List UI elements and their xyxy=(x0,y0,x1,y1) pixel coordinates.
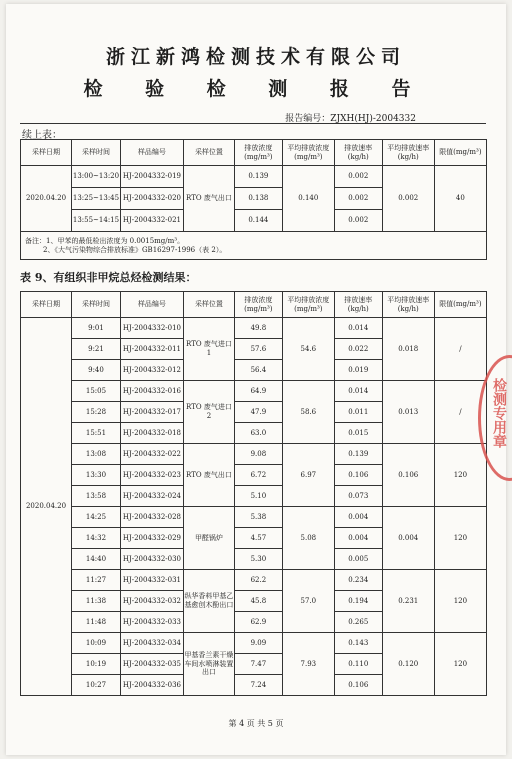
rate-cell: 0.073 xyxy=(334,486,382,507)
table-row xyxy=(21,444,487,465)
sample-id-cell: HJ-2004332-012 xyxy=(120,360,183,381)
location-cell: RTO 废气出口 xyxy=(183,166,234,232)
time-cell: 13:25~13:45 xyxy=(72,188,121,210)
avg-conc-cell: 54.6 xyxy=(282,318,334,381)
location-cell: 甲醛锅炉 xyxy=(183,507,234,570)
sample-id-cell: HJ-2004332-023 xyxy=(120,465,183,486)
table-row xyxy=(21,381,487,402)
table-row xyxy=(21,318,487,339)
header-cell: 采样日期 xyxy=(21,140,72,166)
table-header-row xyxy=(21,140,487,166)
location-cell: RTO 废气进口 1 xyxy=(183,318,234,381)
location-cell: 甲基香兰素干燥车间水喷淋装置出口 xyxy=(183,633,234,696)
rate-cell: 0.019 xyxy=(334,360,382,381)
conc-cell: 63.0 xyxy=(234,423,282,444)
header-cell: 平均排放速率(kg/h) xyxy=(382,140,434,166)
sample-id-cell: HJ-2004332-030 xyxy=(120,549,183,570)
sample-id-cell: HJ-2004332-028 xyxy=(120,507,183,528)
rate-cell: 0.002 xyxy=(334,188,382,210)
rate-cell: 0.022 xyxy=(334,339,382,360)
sample-id-cell: HJ-2004332-011 xyxy=(120,339,183,360)
limit-cell: 120 xyxy=(434,444,486,507)
rate-cell: 0.110 xyxy=(334,654,382,675)
header-cell: 平均排放浓度(mg/m³) xyxy=(282,292,334,318)
limit-cell: 120 xyxy=(434,570,486,633)
sample-id-cell: HJ-2004332-017 xyxy=(120,402,183,423)
header-rule xyxy=(20,123,486,124)
conc-cell: 62.9 xyxy=(234,612,282,633)
company-name: 浙江新鸿检测技术有限公司 xyxy=(105,46,406,68)
time-cell: 15:05 xyxy=(72,381,121,402)
time-cell: 10:27 xyxy=(72,675,121,696)
sample-id-cell: HJ-2004332-035 xyxy=(120,654,183,675)
table-toluene xyxy=(20,139,487,260)
header-cell: 采样日期 xyxy=(21,292,72,318)
avg-rate-cell: 0.106 xyxy=(382,444,434,507)
rate-cell: 0.234 xyxy=(334,570,382,591)
sample-id-cell: HJ-2004332-024 xyxy=(120,486,183,507)
page-footer: 第 4 页 共 5 页 xyxy=(228,719,284,728)
rate-cell: 0.106 xyxy=(334,675,382,696)
header-cell: 采样位置 xyxy=(183,140,234,166)
table-row xyxy=(21,507,487,528)
rate-cell: 0.002 xyxy=(334,166,382,188)
report-page xyxy=(6,4,506,755)
time-cell: 11:38 xyxy=(72,591,121,612)
location-cell: 纵华香料甲基乙基愈创木酚出口 xyxy=(183,570,234,633)
avg-conc-cell: 0.140 xyxy=(282,166,334,232)
time-cell: 9:21 xyxy=(72,339,121,360)
avg-rate-cell: 0.120 xyxy=(382,633,434,696)
conc-cell: 49.8 xyxy=(234,318,282,339)
note-row xyxy=(21,232,487,260)
conc-cell: 6.72 xyxy=(234,465,282,486)
avg-conc-cell: 7.93 xyxy=(282,633,334,696)
conc-cell: 0.144 xyxy=(234,210,282,232)
limit-cell: / xyxy=(434,381,486,444)
time-cell: 14:32 xyxy=(72,528,121,549)
header-cell: 采样时间 xyxy=(72,292,121,318)
time-cell: 14:40 xyxy=(72,549,121,570)
seal-text: 检测专用章 xyxy=(491,378,507,448)
avg-rate-cell: 0.018 xyxy=(382,318,434,381)
limit-cell: / xyxy=(434,318,486,381)
limit-cell: 120 xyxy=(434,507,486,570)
sample-id-cell: HJ-2004332-019 xyxy=(120,166,183,188)
conc-cell: 9.09 xyxy=(234,633,282,654)
header-cell: 排放浓度(mg/m³) xyxy=(234,140,282,166)
conc-cell: 64.9 xyxy=(234,381,282,402)
avg-rate-cell: 0.231 xyxy=(382,570,434,633)
conc-cell: 57.6 xyxy=(234,339,282,360)
rate-cell: 0.265 xyxy=(334,612,382,633)
header-cell: 排放浓度(mg/m³) xyxy=(234,292,282,318)
time-cell: 15:51 xyxy=(72,423,121,444)
conc-cell: 7.47 xyxy=(234,654,282,675)
sample-id-cell: HJ-2004332-029 xyxy=(120,528,183,549)
header-cell: 排放速率(kg/h) xyxy=(334,140,382,166)
rate-cell: 0.004 xyxy=(334,528,382,549)
conc-cell: 0.139 xyxy=(234,166,282,188)
time-cell: 14:25 xyxy=(72,507,121,528)
rate-cell: 0.139 xyxy=(334,444,382,465)
note-2: 2、《大气污染物综合排放标准》GB16297-1996（表 2）。 xyxy=(43,245,227,254)
conc-cell: 62.2 xyxy=(234,570,282,591)
rate-cell: 0.011 xyxy=(334,402,382,423)
time-cell: 9:40 xyxy=(72,360,121,381)
rate-cell: 0.005 xyxy=(334,549,382,570)
conc-cell: 5.10 xyxy=(234,486,282,507)
header-cell: 样品编号 xyxy=(120,140,183,166)
header-cell: 限值(mg/m³) xyxy=(434,292,486,318)
time-cell: 9:01 xyxy=(72,318,121,339)
time-cell: 11:48 xyxy=(72,612,121,633)
conc-cell: 4.57 xyxy=(234,528,282,549)
header-cell: 样品编号 xyxy=(120,292,183,318)
avg-conc-cell: 57.0 xyxy=(282,570,334,633)
time-cell: 13:58 xyxy=(72,486,121,507)
rate-cell: 0.194 xyxy=(334,591,382,612)
header-cell: 限值(mg/m³) xyxy=(434,140,486,166)
rate-cell: 0.004 xyxy=(334,507,382,528)
sample-id-cell: HJ-2004332-010 xyxy=(120,318,183,339)
rate-cell: 0.106 xyxy=(334,465,382,486)
conc-cell: 9.08 xyxy=(234,444,282,465)
avg-rate-cell: 0.013 xyxy=(382,381,434,444)
avg-rate-cell: 0.004 xyxy=(382,507,434,570)
sample-id-cell: HJ-2004332-018 xyxy=(120,423,183,444)
time-cell: 15:28 xyxy=(72,402,121,423)
rate-cell: 0.014 xyxy=(334,381,382,402)
sample-id-cell: HJ-2004332-021 xyxy=(120,210,183,232)
time-cell: 13:55~14:15 xyxy=(72,210,121,232)
sample-id-cell: HJ-2004332-036 xyxy=(120,675,183,696)
rate-cell: 0.143 xyxy=(334,633,382,654)
header-cell: 平均排放浓度(mg/m³) xyxy=(282,140,334,166)
avg-conc-cell: 5.08 xyxy=(282,507,334,570)
sample-id-cell: HJ-2004332-022 xyxy=(120,444,183,465)
time-cell: 13:00~13:20 xyxy=(72,166,121,188)
table-header-row xyxy=(21,292,487,318)
conc-cell: 0.138 xyxy=(234,188,282,210)
date-cell: 2020.04.20 xyxy=(21,318,72,696)
sample-id-cell: HJ-2004332-016 xyxy=(120,381,183,402)
avg-rate-cell: 0.002 xyxy=(382,166,434,232)
time-cell: 13:30 xyxy=(72,465,121,486)
sample-id-cell: HJ-2004332-033 xyxy=(120,612,183,633)
rate-cell: 0.014 xyxy=(334,318,382,339)
sample-id-cell: HJ-2004332-032 xyxy=(120,591,183,612)
sample-id-cell: HJ-2004332-034 xyxy=(120,633,183,654)
section-title: 表 9、有组织非甲烷总烃检测结果： xyxy=(20,271,197,284)
time-cell: 10:09 xyxy=(72,633,121,654)
conc-cell: 56.4 xyxy=(234,360,282,381)
limit-cell: 40 xyxy=(434,166,486,232)
notes-cell xyxy=(21,232,487,260)
time-cell: 11:27 xyxy=(72,570,121,591)
rate-cell: 0.002 xyxy=(334,210,382,232)
note-1: 备注：1、甲苯的最低检出浓度为 0.0015mg/m³。 xyxy=(25,236,185,245)
sample-id-cell: HJ-2004332-031 xyxy=(120,570,183,591)
conc-cell: 5.38 xyxy=(234,507,282,528)
table-row xyxy=(21,633,487,654)
location-cell: RTO 废气进口 2 xyxy=(183,381,234,444)
conc-cell: 47.9 xyxy=(234,402,282,423)
avg-conc-cell: 58.6 xyxy=(282,381,334,444)
table-row xyxy=(21,166,487,188)
sample-id-cell: HJ-2004332-020 xyxy=(120,188,183,210)
header-cell: 排放速率(kg/h) xyxy=(334,292,382,318)
conc-cell: 45.8 xyxy=(234,591,282,612)
header-cell: 平均排放速率(kg/h) xyxy=(382,292,434,318)
rate-cell: 0.015 xyxy=(334,423,382,444)
table-row xyxy=(21,570,487,591)
conc-cell: 5.30 xyxy=(234,549,282,570)
time-cell: 10:19 xyxy=(72,654,121,675)
report-title: 检 验 检 测 报 告 xyxy=(83,78,429,100)
avg-conc-cell: 6.97 xyxy=(282,444,334,507)
time-cell: 13:08 xyxy=(72,444,121,465)
report-number: 报告编号：ZJXH(HJ)-2004332 xyxy=(285,114,416,124)
location-cell: RTO 废气出口 xyxy=(183,444,234,507)
header-cell: 采样位置 xyxy=(183,292,234,318)
continued-label: 续上表： xyxy=(22,130,62,141)
header-cell: 采样时间 xyxy=(72,140,121,166)
date-cell: 2020.04.20 xyxy=(21,166,72,232)
conc-cell: 7.24 xyxy=(234,675,282,696)
limit-cell: 120 xyxy=(434,633,486,696)
table-nmhc xyxy=(20,291,487,696)
